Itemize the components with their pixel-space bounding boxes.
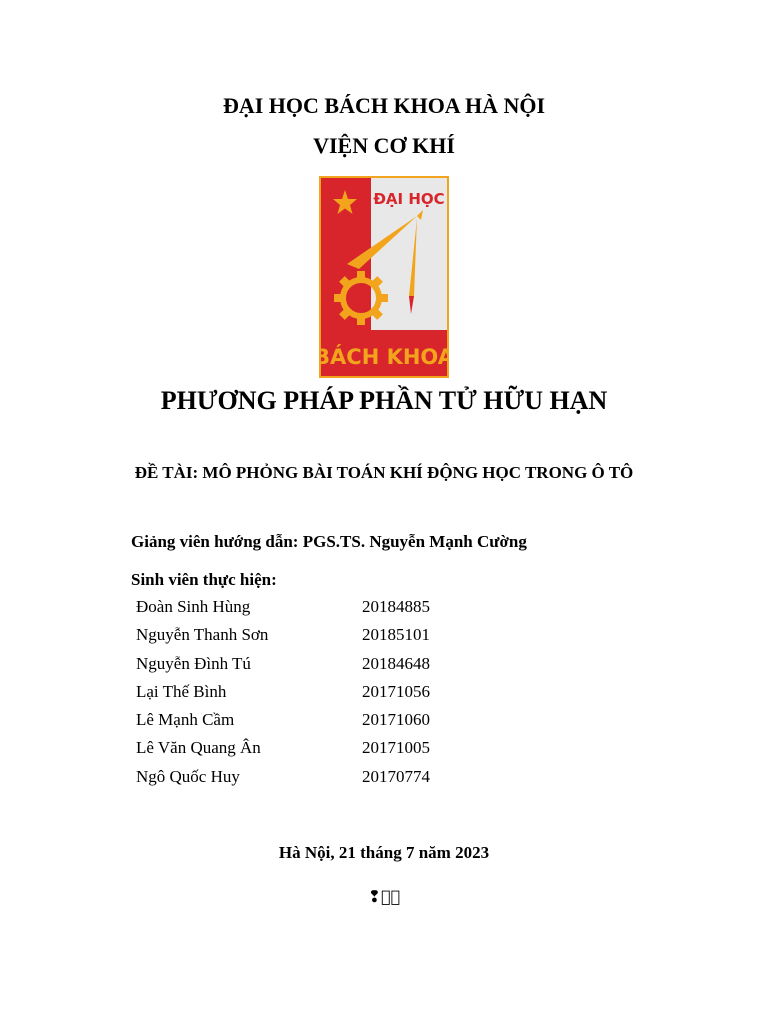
institute-name: VIỆN CƠ KHÍ — [313, 133, 455, 158]
student-row — [136, 597, 536, 625]
student-row — [136, 625, 536, 653]
student-id: 20171056 — [362, 681, 430, 701]
student-name: Nguyễn Đình Tú — [136, 653, 251, 673]
logo-top-text: ĐẠI HỌC — [373, 190, 445, 208]
document-topic: ĐỀ TÀI: MÔ PHỎNG BÀI TOÁN KHÍ ĐỘNG HỌC TRONG Ô TÔ — [134, 463, 634, 482]
document-title: PHƯƠNG PHÁP PHẦN TỬ HỮU HẠN — [160, 386, 608, 415]
student-row — [136, 654, 536, 682]
student-id: 20185101 — [362, 625, 430, 645]
student-id: 20171005 — [362, 738, 430, 758]
student-name: Lê Văn Quang Ân — [136, 738, 261, 758]
student-row — [136, 682, 536, 710]
student-id: 20170774 — [362, 766, 430, 786]
student-name: Đoàn Sinh Hùng — [136, 597, 251, 616]
student-name: Lê Mạnh Cầm — [136, 710, 235, 730]
footer-glyphs: ❢⃞⃞ — [367, 887, 401, 906]
student-id: 20171060 — [362, 710, 430, 730]
student-name: Nguyễn Thanh Sơn — [136, 625, 269, 645]
student-name: Ngô Quốc Huy — [136, 766, 240, 786]
logo-bottom-text: BÁCH KHOA — [319, 345, 449, 369]
place-date: Hà Nội, 21 tháng 7 năm 2023 — [278, 843, 490, 862]
student-row — [136, 738, 536, 766]
student-row — [136, 710, 536, 738]
students-label: Sinh viên thực hiện: — [131, 570, 277, 589]
university-name: ĐẠI HỌC BÁCH KHOA HÀ NỘI — [222, 93, 546, 118]
students-list — [136, 597, 536, 795]
supervisor-line: Giảng viên hướng dẫn: PGS.TS. Nguyễn Mạnh Cường — [131, 532, 527, 551]
university-logo — [319, 176, 449, 378]
student-id: 20184885 — [362, 597, 430, 616]
student-row — [136, 767, 536, 795]
student-id: 20184648 — [362, 653, 430, 673]
logo-graphic — [319, 176, 449, 378]
student-name: Lại Thế Bình — [136, 681, 227, 701]
